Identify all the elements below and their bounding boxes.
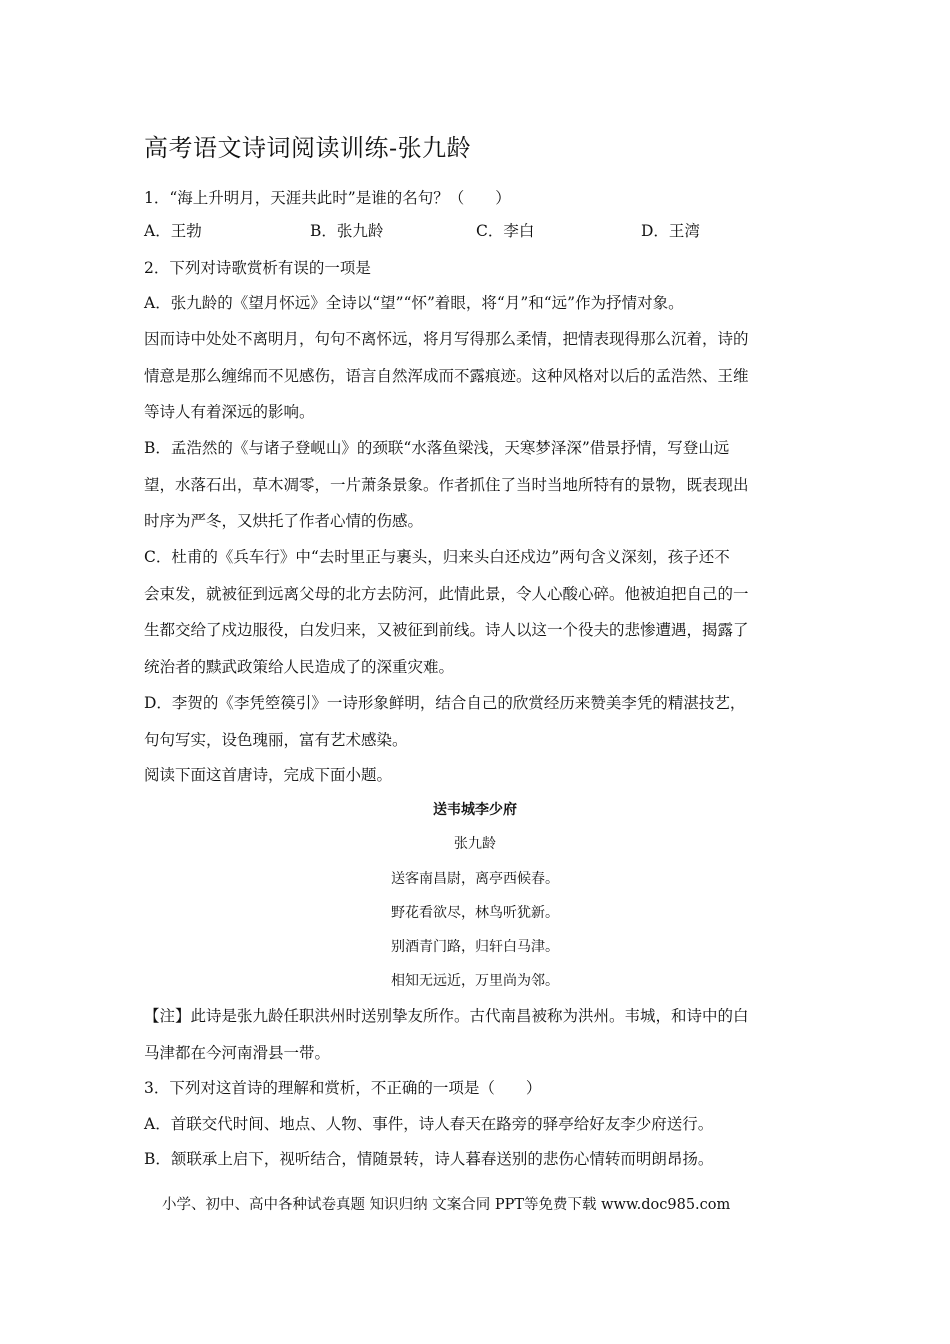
poem-line: 别酒青门路，归轩白马津。 bbox=[391, 939, 559, 955]
poem-note-line: 【注】此诗是张九龄任职洪州时送别挚友所作。古代南昌被称为洪州。韦城，和诗中的白 bbox=[144, 1007, 749, 1025]
question-1-option-a: A．王勃 bbox=[144, 222, 202, 240]
question-1-stem: 1．“海上升明月，天涯共此时”是谁的名句？（ ） bbox=[144, 189, 511, 207]
reading-intro: 阅读下面这首唐诗，完成下面小题。 bbox=[144, 766, 393, 784]
poem-line: 野花看欲尽，林鸟听犹新。 bbox=[391, 905, 559, 921]
question-1-option-c: C．李白 bbox=[476, 222, 535, 240]
question-2-line: B．孟浩然的《与诸子登岘山》的颈联“水落鱼梁浅，天寒梦泽深”借景抒情，写登山远 bbox=[144, 439, 730, 457]
poem-title: 送韦城李少府 bbox=[433, 802, 517, 818]
question-2-line: 会束发，就被征到远离父母的北方去防河，此情此景，令人心酸心碎。他被迫把自己的一 bbox=[144, 585, 749, 603]
question-2-line: D．李贺的《李凭箜篌引》一诗形象鲜明，结合自己的欣赏经历来赞美李凭的精湛技艺， bbox=[144, 694, 746, 712]
question-3-line: B．颔联承上启下，视听结合，情随景转，诗人暮春送别的悲伤心情转而明朗昂扬。 bbox=[144, 1150, 714, 1168]
question-1-option-d: D．王湾 bbox=[641, 222, 700, 240]
question-2-stem: 2．下列对诗歌赏析有误的一项是 bbox=[144, 259, 371, 277]
question-2-line: 时序为严冬，又烘托了作者心情的伤感。 bbox=[144, 512, 424, 530]
question-2-line: 等诗人有着深远的影响。 bbox=[144, 403, 315, 421]
question-3-line: A．首联交代时间、地点、人物、事件，诗人春天在路旁的驿亭给好友李少府送行。 bbox=[144, 1115, 714, 1133]
poem-line: 送客南昌尉，离亭西候春。 bbox=[391, 871, 559, 887]
question-2-line: 因而诗中处处不离明月，句句不离怀远，将月写得那么柔情，把情表现得那么沉着，诗的 bbox=[144, 330, 749, 348]
question-2-line: 望，水落石出，草木凋零，一片萧条景象。作者抓住了当时当地所特有的景物，既表现出 bbox=[144, 476, 749, 494]
question-2-line: 情意是那么缠绵而不见感伤，语言自然浑成而不露痕迹。这种风格对以后的孟浩然、王维 bbox=[144, 367, 749, 385]
poem-note-line: 马津都在今河南滑县一带。 bbox=[144, 1044, 331, 1062]
poem-author: 张九龄 bbox=[454, 836, 496, 852]
page-footer: 小学、初中、高中各种试卷真题 知识归纳 文案合同 PPT等免费下载 www.doc985.com bbox=[162, 1197, 731, 1213]
poem-line: 相知无远近，万里尚为邻。 bbox=[391, 973, 559, 989]
question-2-line: 句句写实，设色瑰丽，富有艺术感染。 bbox=[144, 731, 408, 749]
document-title: 高考语文诗词阅读训练-张九龄 bbox=[144, 134, 472, 162]
question-2-line: C．杜甫的《兵车行》中“去时里正与裹头，归来头白还戍边”两句含义深刻，孩子还不 bbox=[144, 548, 730, 566]
question-2-line: 统治者的黩武政策给人民造成了的深重灾难。 bbox=[144, 658, 455, 676]
question-3-stem: 3．下列对这首诗的理解和赏析，不正确的一项是（ ） bbox=[144, 1079, 542, 1097]
question-1-option-b: B．张九龄 bbox=[310, 222, 384, 240]
question-2-line: 生都交给了戍边服役，白发归来，又被征到前线。诗人以这一个役夫的悲惨遭遇，揭露了 bbox=[144, 621, 749, 639]
question-2-line: A．张九龄的《望月怀远》全诗以“望”“怀”着眼，将“月”和“远”作为抒情对象。 bbox=[144, 294, 684, 312]
